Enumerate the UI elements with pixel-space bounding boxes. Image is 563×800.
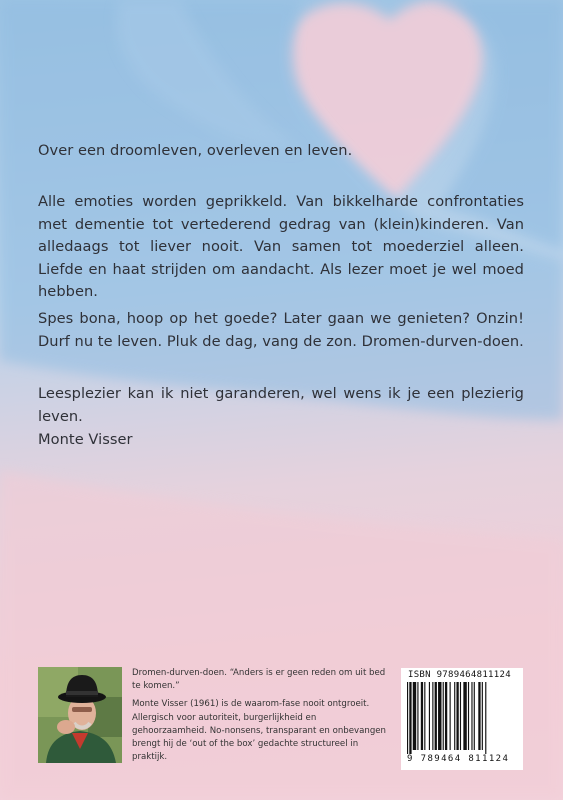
author-signature: Monte Visser: [38, 431, 133, 448]
blurb-paragraph-1: Alle emoties worden geprikkeld. Van bikkelharde confrontaties met dementie tot vertederend gedrag van (klein)kinderen. Van alledaags tot liever nooit. Van samen tot moederziel alleen. Liefde en haat strijden om aandacht. Als lezer moet je wel moed hebben.: [38, 193, 524, 300]
author-photo: [38, 667, 122, 763]
isbn-digits: 9 789464 811124: [407, 754, 510, 764]
blurb-paragraph-3: Leesplezier kan ik niet garanderen, wel wens ik je een plezierig leven.: [38, 385, 524, 425]
blurb-paragraph-2: Spes bona, hoop op het goede? Later gaan we genieten? Onzin! Durf nu te leven. Pluk de dag, vang de zon. Dromen-durven-doen.: [38, 310, 524, 350]
isbn-label: ISBN 9789464811124: [408, 670, 511, 680]
author-bio-block: [132, 667, 390, 769]
author-bio: Monte Visser (1961) is de waarom-fase nooit ontgroeit. Allergisch voor autoriteit, burgerlijkheid en gehoorzaamheid. No-nonsens, transparant en onbevangen brengt hij de ‘out of the box’ gedachte structureel in praktijk.: [132, 699, 387, 763]
author-block: [38, 667, 393, 767]
author-tagline: Dromen-durven-doen. “Anders is er geen reden om uit bed te komen.”: [132, 668, 386, 692]
barcode-bars: [407, 682, 517, 754]
isbn-barcode: [401, 668, 523, 770]
blurb-intro: Over een droomleven, overleven en leven.: [38, 142, 353, 159]
